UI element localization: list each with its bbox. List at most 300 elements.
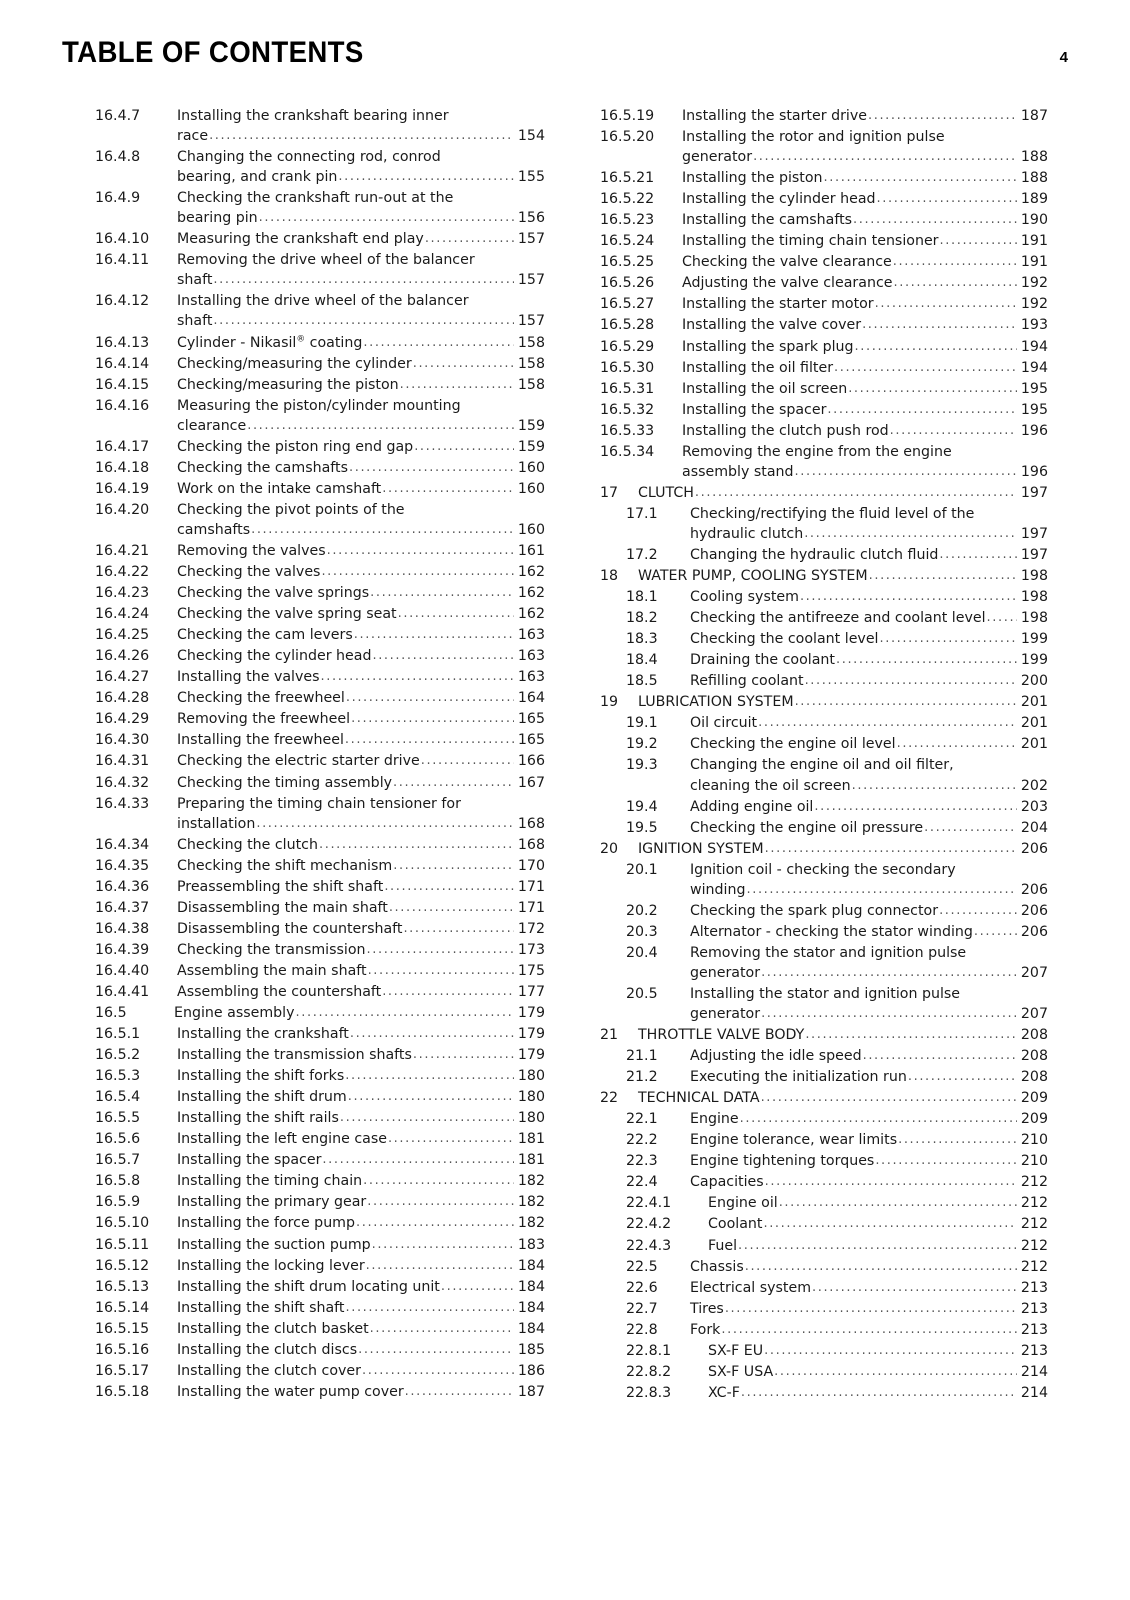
toc-entry-line: [690, 963, 1048, 984]
toc-entry-title: Cylinder - Nikasil® coating: [177, 333, 363, 351]
toc-entry[interactable]: [95, 1171, 545, 1192]
toc-entry[interactable]: [95, 625, 545, 646]
toc-entry[interactable]: [600, 358, 1048, 379]
toc-entry-line: [690, 818, 1048, 839]
toc-entry-line: [708, 1214, 1048, 1235]
toc-entry-title: Checking the engine oil level: [690, 736, 896, 753]
toc-entry-body: [626, 1025, 1048, 1046]
toc-entry-title: Installing the water pump cover: [177, 1383, 404, 1400]
toc-entry[interactable]: [600, 1130, 1048, 1151]
toc-entry[interactable]: [95, 1340, 545, 1361]
leader-dots: [372, 1235, 514, 1255]
leader-dots: [345, 1298, 514, 1318]
toc-entry[interactable]: [600, 1341, 1048, 1362]
leader-dots: [322, 1150, 514, 1170]
toc-entry-line: [690, 587, 1048, 608]
toc-entry-body: [678, 755, 1048, 796]
toc-entry-line: [690, 1046, 1048, 1067]
toc-entry-body: [704, 1236, 1048, 1257]
leader-dots: [890, 421, 1017, 441]
toc-entry[interactable]: [600, 860, 1048, 901]
toc-entry-body: [678, 1109, 1048, 1130]
toc-entry[interactable]: [600, 273, 1048, 294]
toc-entry[interactable]: [95, 667, 545, 688]
toc-entry[interactable]: [600, 1025, 1048, 1046]
toc-entry-line: [690, 797, 1048, 818]
toc-entry[interactable]: [600, 1257, 1048, 1278]
toc-entry-title: TECHNICAL DATA: [638, 1090, 760, 1107]
toc-entry[interactable]: [95, 1045, 545, 1066]
toc-entry[interactable]: [600, 1320, 1048, 1341]
toc-entry[interactable]: [95, 500, 545, 541]
toc-entry[interactable]: [95, 940, 545, 961]
toc-entry-line: [682, 168, 1048, 189]
toc-entry-number: 17.1: [626, 505, 658, 522]
toc-entry-title: Installing the crankshaft: [177, 1026, 349, 1043]
leader-dots: [350, 1024, 514, 1044]
toc-entry-line: [177, 1361, 545, 1382]
toc-entry-body: [173, 877, 545, 898]
toc-entry[interactable]: [95, 773, 545, 794]
toc-entry-page: 197: [1020, 525, 1048, 542]
toc-entry-line: [708, 1362, 1048, 1383]
toc-entry-page: 161: [517, 542, 545, 559]
toc-entry[interactable]: [95, 479, 545, 500]
toc-entry-body: [173, 940, 545, 961]
toc-entry-number: 16.5.22: [600, 191, 655, 208]
leader-dots: [795, 462, 1017, 482]
toc-entry[interactable]: [95, 961, 545, 982]
toc-entry[interactable]: [600, 294, 1048, 315]
toc-entry-number: 22.2: [626, 1132, 658, 1149]
toc-entry-page: 172: [517, 920, 545, 937]
toc-entry[interactable]: [95, 688, 545, 709]
toc-entry[interactable]: [600, 315, 1048, 336]
toc-entry[interactable]: [600, 1067, 1048, 1088]
leader-dots: [908, 1067, 1017, 1087]
toc-entry[interactable]: [95, 583, 545, 604]
leader-dots: [389, 898, 514, 918]
toc-entry-page: 195: [1020, 380, 1048, 397]
leader-dots: [924, 818, 1017, 838]
toc-entry-body: [626, 483, 1048, 504]
toc-entry-body: [173, 919, 545, 940]
toc-entry[interactable]: [95, 437, 545, 458]
toc-entry[interactable]: [600, 566, 1048, 587]
toc-entry-body: [678, 294, 1048, 315]
toc-entry[interactable]: [95, 794, 545, 835]
toc-entry-number: 16.4.31: [95, 753, 150, 770]
leader-dots: [836, 650, 1017, 670]
toc-entry-body: [626, 692, 1048, 713]
toc-entry[interactable]: [600, 713, 1048, 734]
toc-entry-page: 193: [1020, 317, 1048, 334]
toc-entry-page: 210: [1020, 1132, 1048, 1149]
toc-entry-number: 17: [600, 484, 619, 501]
toc-entry-title: Installing the timing chain tensioner: [682, 233, 939, 250]
toc-entry-title: Executing the initialization run: [690, 1069, 907, 1086]
leader-dots: [354, 625, 514, 645]
toc-entry[interactable]: [600, 650, 1048, 671]
toc-entry-number: 19: [600, 694, 619, 711]
toc-entry[interactable]: [95, 730, 545, 751]
leader-dots: [358, 1340, 514, 1360]
toc-entry-body: [173, 688, 545, 709]
toc-entry[interactable]: [95, 709, 545, 730]
toc-entry-page: 182: [517, 1194, 545, 1211]
leader-dots: [875, 1151, 1017, 1171]
toc-entry[interactable]: [95, 1277, 545, 1298]
toc-entry-body: [173, 1256, 545, 1277]
toc-entry-number: 16.5.13: [95, 1278, 150, 1295]
toc-entry[interactable]: [600, 797, 1048, 818]
toc-entry[interactable]: [600, 252, 1048, 273]
toc-entry[interactable]: [95, 1108, 545, 1129]
toc-entry-page: 163: [517, 648, 545, 665]
toc-entry[interactable]: [600, 1299, 1048, 1320]
toc-entry-body: [173, 961, 545, 982]
toc-entry[interactable]: [95, 751, 545, 772]
toc-entry-line: [682, 442, 1048, 462]
toc-entry-body: [678, 1046, 1048, 1067]
toc-entry-line: [177, 562, 545, 583]
toc-entry[interactable]: [600, 734, 1048, 755]
leader-dots: [388, 1129, 514, 1149]
toc-entry[interactable]: [600, 210, 1048, 231]
leader-dots: [795, 692, 1017, 712]
toc-entry[interactable]: [95, 1150, 545, 1171]
toc-entry-number: 16.5.4: [95, 1089, 141, 1106]
leader-dots: [761, 1004, 1017, 1024]
toc-entry[interactable]: [600, 483, 1048, 504]
toc-entry-title: Installing the clutch cover: [177, 1362, 361, 1379]
toc-entry-number: 16.5.24: [600, 233, 655, 250]
toc-entry-body: [678, 1172, 1048, 1193]
toc-entry[interactable]: [600, 818, 1048, 839]
toc-entry[interactable]: [95, 1129, 545, 1150]
toc-entry-title: generator: [690, 964, 761, 981]
toc-entry-number: 16.5.18: [95, 1383, 150, 1400]
toc-entry[interactable]: [95, 1213, 545, 1234]
toc-entry[interactable]: [600, 1193, 1048, 1214]
toc-entry-line: [177, 500, 545, 520]
toc-entry-body: [173, 562, 545, 583]
toc-entry-title: Tires: [690, 1300, 724, 1317]
toc-entry[interactable]: [95, 835, 545, 856]
toc-entry-number: 22.3: [626, 1153, 658, 1170]
toc-entry-number: 16.4.15: [95, 376, 150, 393]
toc-entry-line: [708, 1383, 1048, 1404]
toc-entry[interactable]: [95, 646, 545, 667]
toc-entry-line: [177, 1108, 545, 1129]
leader-dots: [393, 773, 514, 793]
toc-entry[interactable]: [95, 1066, 545, 1087]
toc-entry-line: [682, 337, 1048, 358]
toc-entry[interactable]: [95, 1256, 545, 1277]
toc-entry[interactable]: [95, 877, 545, 898]
page-header: [62, 38, 1068, 68]
toc-entry-page: 209: [1020, 1090, 1048, 1107]
toc-entry-line: [177, 1298, 545, 1319]
toc-entry[interactable]: [95, 1192, 545, 1213]
toc-entry[interactable]: [600, 1151, 1048, 1172]
toc-entry-number: 16.4.16: [95, 397, 150, 414]
toc-entry-title: Engine assembly: [174, 1005, 295, 1022]
toc-entry-line: [177, 354, 545, 375]
toc-entry[interactable]: [600, 1172, 1048, 1193]
toc-entry-line: [177, 1213, 545, 1234]
toc-entry[interactable]: [95, 919, 545, 940]
toc-entry-title: LUBRICATION SYSTEM: [638, 694, 794, 711]
toc-entry-title: assembly stand: [682, 463, 794, 480]
toc-entry-number: 16.5.21: [600, 170, 655, 187]
toc-entry-number: 16.5.5: [95, 1110, 141, 1127]
toc-entry-line: [177, 1340, 545, 1361]
toc-entry-body: [173, 1277, 545, 1298]
toc-entry[interactable]: [95, 1003, 545, 1024]
toc-entry-title: bearing pin: [177, 210, 258, 227]
leader-dots: [366, 1256, 514, 1276]
toc-entry[interactable]: [600, 943, 1048, 984]
toc-entry[interactable]: [600, 421, 1048, 442]
toc-entry[interactable]: [600, 337, 1048, 358]
toc-entry-body: [147, 1003, 545, 1024]
toc-entry-number: 19.4: [626, 798, 658, 815]
toc-entry[interactable]: [600, 671, 1048, 692]
toc-entry[interactable]: [95, 604, 545, 625]
toc-entry-page: 204: [1020, 819, 1048, 836]
toc-entry-line: [682, 210, 1048, 231]
leader-dots: [863, 1046, 1017, 1066]
toc-entry-page: 212: [1020, 1258, 1048, 1275]
leader-dots: [695, 483, 1017, 503]
toc-entry-title: CLUTCH: [638, 484, 694, 501]
toc-entry-line: [690, 1067, 1048, 1088]
toc-entry[interactable]: [95, 458, 545, 479]
leader-dots: [774, 1362, 1017, 1382]
toc-entry[interactable]: [600, 608, 1048, 629]
toc-entry-body: [173, 1192, 545, 1213]
toc-entry-body: [678, 273, 1048, 294]
toc-entry[interactable]: [95, 1382, 545, 1403]
toc-entry[interactable]: [600, 587, 1048, 608]
toc-entry-page: 175: [517, 962, 545, 979]
toc-entry-title: Engine: [690, 1111, 739, 1128]
leader-dots: [725, 1299, 1017, 1319]
leader-dots: [812, 1278, 1017, 1298]
leader-dots: [321, 562, 514, 582]
toc-entry-number: 22.1: [626, 1111, 658, 1128]
leader-dots: [814, 797, 1017, 817]
toc-entry-title: SX-F USA: [708, 1363, 774, 1380]
toc-entry-page: 182: [517, 1215, 545, 1232]
toc-entry-body: [173, 500, 545, 541]
toc-entry[interactable]: [95, 375, 545, 396]
toc-entry-line: [177, 898, 545, 919]
toc-entry-number: 16.4.20: [95, 501, 150, 518]
toc-entry[interactable]: [95, 982, 545, 1003]
toc-entry[interactable]: [600, 901, 1048, 922]
toc-entry-title: Installing the starter drive: [682, 108, 867, 124]
toc-entry[interactable]: [95, 250, 545, 291]
toc-entry[interactable]: [95, 291, 545, 332]
toc-entry[interactable]: [95, 1235, 545, 1256]
toc-entry[interactable]: [95, 396, 545, 437]
toc-entry-body: [678, 315, 1048, 336]
toc-entry-body: [173, 835, 545, 856]
toc-entry[interactable]: [600, 1109, 1048, 1130]
toc-entry[interactable]: [600, 127, 1048, 168]
toc-entry-title: Preparing the timing chain tensioner for: [177, 795, 461, 812]
toc-entry-line: [177, 250, 545, 270]
toc-entry-title: generator: [682, 149, 753, 166]
toc-entry-line: [690, 671, 1048, 692]
toc-entry[interactable]: [600, 1046, 1048, 1067]
toc-entry-page: 183: [517, 1236, 545, 1253]
toc-entry[interactable]: [600, 1088, 1048, 1109]
leader-dots: [413, 354, 514, 374]
toc-entry[interactable]: [95, 106, 545, 147]
toc-entry-page: 159: [517, 438, 545, 455]
toc-entry-number: 22.8.3: [626, 1384, 672, 1401]
toc-entry[interactable]: [95, 229, 545, 250]
toc-entry[interactable]: [600, 692, 1048, 713]
toc-entry-page: 197: [1020, 546, 1048, 563]
toc-entry-line: [682, 106, 1048, 127]
toc-entry-title: Installing the spark plug: [682, 338, 854, 355]
toc-entry-number: 22.7: [626, 1300, 658, 1317]
toc-entry-page: 154: [517, 128, 545, 145]
toc-entry[interactable]: [95, 354, 545, 375]
toc-entry[interactable]: [95, 147, 545, 188]
toc-entry[interactable]: [600, 231, 1048, 252]
toc-entry[interactable]: [95, 188, 545, 229]
toc-entry-page: 180: [517, 1110, 545, 1127]
leader-dots: [765, 1172, 1017, 1192]
toc-entry[interactable]: [600, 1362, 1048, 1383]
toc-entry[interactable]: [600, 1278, 1048, 1299]
toc-entry[interactable]: [95, 541, 545, 562]
toc-entry-number: 16.5.14: [95, 1299, 150, 1316]
leader-dots: [405, 1382, 514, 1402]
toc-entry[interactable]: [95, 1361, 545, 1382]
leader-dots: [897, 734, 1017, 754]
leader-dots: [327, 541, 514, 561]
leader-dots: [363, 333, 514, 353]
toc-entry-number: 16.5.34: [600, 443, 655, 460]
toc-entry[interactable]: [95, 333, 545, 354]
toc-entry-title: Installing the clutch discs: [177, 1341, 358, 1358]
toc-entry[interactable]: [95, 898, 545, 919]
toc-entry-number: 16.4.19: [95, 480, 150, 497]
toc-entry-body: [678, 713, 1048, 734]
leader-dots: [372, 646, 514, 666]
toc-entry[interactable]: [95, 1024, 545, 1045]
toc-entry-line: [690, 880, 1048, 901]
toc-entry-number: 17.2: [626, 546, 658, 563]
toc-entry-body: [678, 127, 1048, 168]
toc-entry-number: 16.5.9: [95, 1194, 141, 1211]
toc-entry[interactable]: [600, 755, 1048, 796]
toc-entry-page: 192: [1020, 296, 1048, 313]
toc-entry[interactable]: [600, 629, 1048, 650]
leader-dots: [898, 1130, 1017, 1150]
leader-dots: [764, 1341, 1017, 1361]
toc-entry[interactable]: [600, 1383, 1048, 1404]
toc-entry-body: [626, 839, 1048, 860]
toc-entry[interactable]: [600, 189, 1048, 210]
toc-entry-line: [177, 814, 545, 835]
toc-entry[interactable]: [600, 400, 1048, 421]
toc-entry-number: 16.4.40: [95, 962, 150, 979]
leader-dots: [384, 877, 514, 897]
toc-entry[interactable]: [600, 545, 1048, 566]
toc-entry[interactable]: [95, 1298, 545, 1319]
toc-entry-body: [173, 250, 545, 291]
toc-entry[interactable]: [95, 562, 545, 583]
toc-entry[interactable]: [600, 106, 1048, 127]
toc-entry-line: [690, 755, 1048, 775]
toc-entry-body: [678, 1130, 1048, 1151]
toc-entry-number: 16.5.33: [600, 422, 655, 439]
leader-dots: [877, 189, 1017, 209]
toc-entry-page: 206: [1020, 902, 1048, 919]
toc-entry[interactable]: [600, 168, 1048, 189]
toc-entry-body: [678, 106, 1048, 127]
leader-dots: [868, 106, 1017, 126]
toc-entry-page: 194: [1020, 338, 1048, 355]
toc-entry-line: [690, 901, 1048, 922]
leader-dots: [939, 545, 1017, 565]
toc-entry[interactable]: [95, 856, 545, 877]
toc-entry-title: Checking the valve springs: [177, 585, 370, 602]
toc-entry[interactable]: [600, 379, 1048, 400]
toc-entry[interactable]: [600, 1236, 1048, 1257]
toc-entry-title: Coolant: [708, 1216, 763, 1233]
toc-entry[interactable]: [95, 1087, 545, 1108]
toc-entry-line: [682, 252, 1048, 273]
toc-entry-line: [177, 416, 545, 437]
toc-entry[interactable]: [600, 839, 1048, 860]
toc-entry[interactable]: [600, 442, 1048, 483]
toc-entry-page: 187: [1020, 108, 1048, 124]
toc-entry-page: 198: [1020, 589, 1048, 606]
toc-entry-line: [690, 1299, 1048, 1320]
toc-entry-line: [177, 1066, 545, 1087]
toc-entry[interactable]: [600, 984, 1048, 1025]
toc-entry[interactable]: [600, 1214, 1048, 1235]
toc-entry-line: [177, 604, 545, 625]
toc-entry[interactable]: [600, 922, 1048, 943]
toc-entry-title: Checking the valve spring seat: [177, 606, 397, 623]
toc-entry-number: 16.4.36: [95, 878, 150, 895]
toc-entry[interactable]: [95, 1319, 545, 1340]
toc-entry-line: [708, 1341, 1048, 1362]
toc-entry-body: [173, 1024, 545, 1045]
toc-entry-title: Oil circuit: [690, 715, 758, 732]
toc-entry-title: Installing the valve cover: [682, 317, 862, 334]
toc-entry-body: [173, 1213, 545, 1234]
toc-entry-body: [173, 458, 545, 479]
toc-entry-page: 198: [1020, 610, 1048, 627]
toc-entry-body: [678, 650, 1048, 671]
toc-entry-page: 189: [1020, 191, 1048, 208]
toc-entry-line: [690, 504, 1048, 524]
toc-entry-line: [708, 1193, 1048, 1214]
toc-entry[interactable]: [600, 504, 1048, 545]
toc-entry-title: Installing the suction pump: [177, 1236, 371, 1253]
toc-entry-body: [173, 773, 545, 794]
